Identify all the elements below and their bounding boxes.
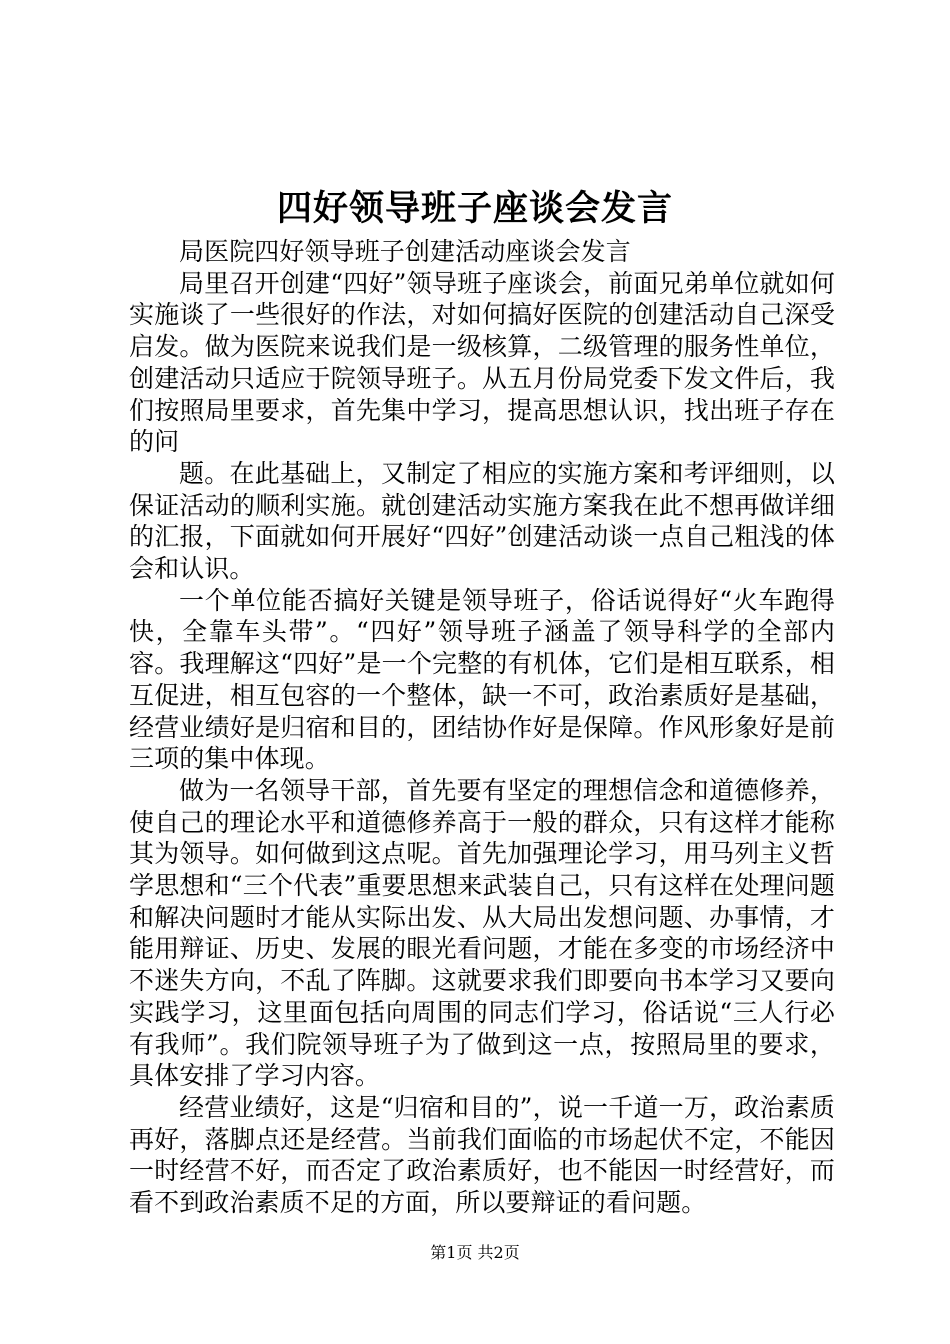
- document-body: [129, 236, 835, 1219]
- paragraph-leadership: 一个单位能否搞好关键是领导班子，俗话说得好“火车跑得快，全靠车头带”。“四好”领导班子涵盖了领导科学的全部内容。我理解这“四好”是一个完整的有机体，它们是相互联系，相互促进，相互包容的一个整体，缺一不可，政治素质好是基础，经营业绩好是归宿和目的，团结协作好是保障。作风形象好是前三项的集中体现。: [129, 585, 835, 774]
- document-title: 四好领导班子座谈会发言: [276, 188, 673, 229]
- paragraph-performance: 经营业绩好，这是“归宿和目的”，说一千道一万，政治素质再好，落脚点还是经营。当前我们面临的市场起伏不定，不能因一时经营不好，而否定了政治素质好，也不能因一时经营好，而看不到政治素质不足的方面，所以要辩证的看问题。: [129, 1092, 835, 1218]
- paragraph-intro: 局里召开创建“四好”领导班子座谈会，前面兄弟单位就如何实施谈了一些很好的作法，对如何搞好医院的创建活动自己深受启发。做为医院来说我们是一级核算，二级管理的服务性单位，创建活动只适应于院领导班子。从五月份局党委下发文件后，我们按照局里要求，首先集中学习，提高思想认识，找出班子存在的问: [129, 268, 835, 457]
- paragraph-subtitle: 局医院四好领导班子创建活动座谈会发言: [179, 237, 631, 266]
- paragraph-study: 做为一名领导干部，首先要有坚定的理想信念和道德修养，使自己的理论水平和道德修养高于一般的群众，只有这样才能称其为领导。如何做到这点呢。首先加强理论学习，用马列主义哲学思想和“三个代表”重要思想来武装自己，只有这样在处理问题和解决问题时才能从实际出发、从大局出发想问题、办事情，才能用辩证、历史、发展的眼光看问题，才能在多变的市场经济中不迷失方向，不乱了阵脚。这就要求我们即要向书本学习又要向实践学习，这里面包括向周围的同志们学习，俗话说“三人行必有我师”。我们院领导班子为了做到这一点，按照局里的要求，具体安排了学习内容。: [129, 775, 835, 1091]
- paragraph-implementation: 题。在此基础上，又制定了相应的实施方案和考评细则，以保证活动的顺利实施。就创建活动实施方案我在此不想再做详细的汇报，下面就如何开展好“四好”创建活动谈一点自己粗浅的体会和认识。: [129, 458, 835, 584]
- page-number-footer: 第1页 共2页: [430, 1243, 520, 1262]
